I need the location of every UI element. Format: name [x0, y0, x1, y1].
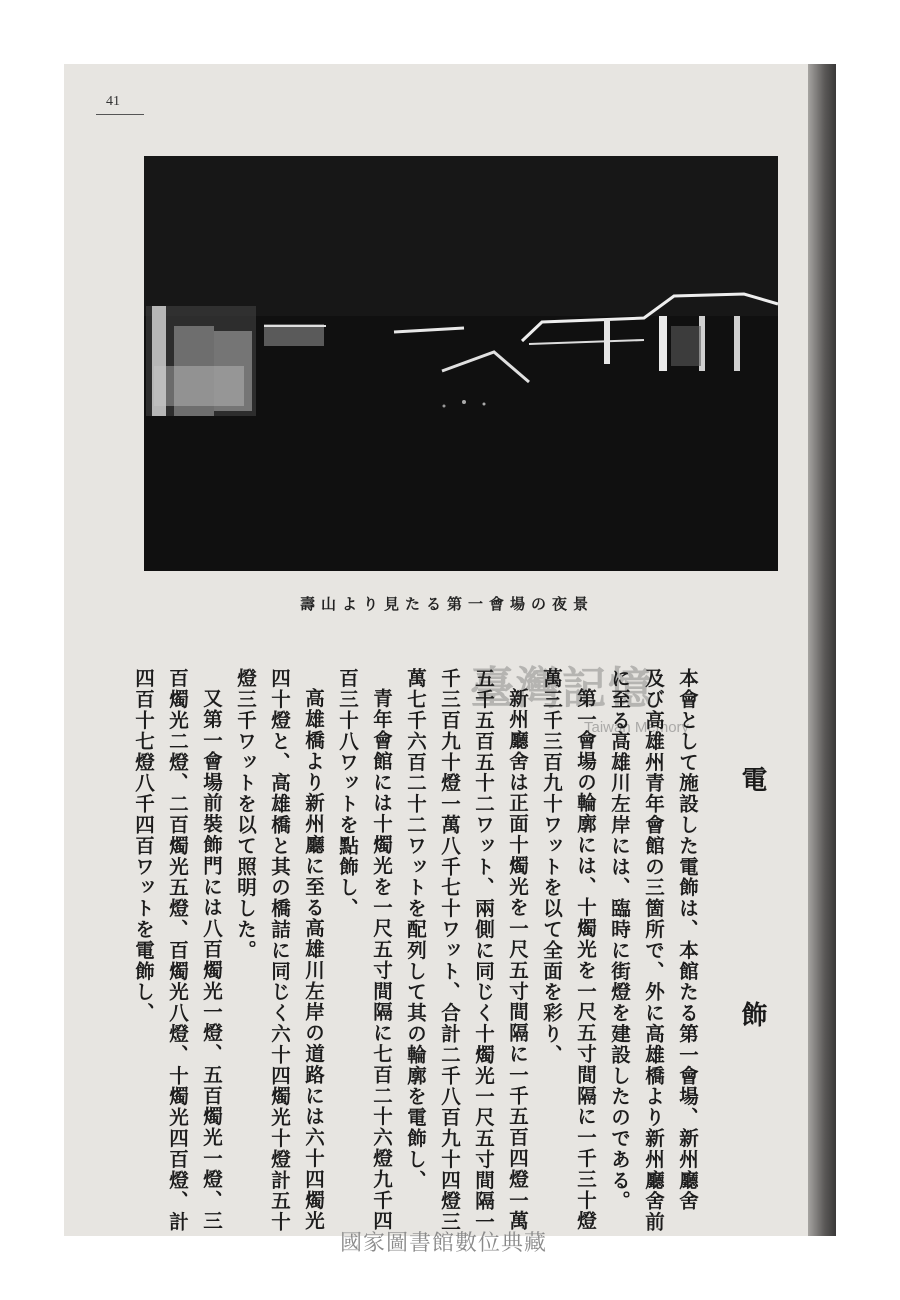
text-column: 四十燈と、高雄橋と其の橋詰に同じく六十四燭光十燈計五十 [268, 668, 291, 1233]
text-column: 萬三千三百九十ワットを以て全面を彩り、 [540, 668, 563, 1066]
night-scene-illustration [144, 156, 778, 571]
photo-caption: 壽山より見たる第一會場の夜景 [300, 595, 595, 613]
text-column: 又第一會場前裝飾門には八百燭光一燈、五百燭光一燈、三 [200, 688, 223, 1232]
text-column: 新州廳舍は正面十燭光を一尺五寸間隔に一千五百四燈一萬 [506, 688, 529, 1232]
page-edge-shadow [808, 64, 836, 1236]
text-column: に至る高雄川左岸には、臨時に街燈を建設したのである。 [608, 668, 631, 1212]
text-column: 青年會館には十燭光を一尺五寸間隔に七百二十六燈九千四 [370, 688, 393, 1232]
text-column: 萬七千六百二十二ワットを配列して其の輪廓を電飾し、 [404, 668, 427, 1191]
section-heading: 電 飾 [737, 766, 767, 1128]
page-number-rule [96, 114, 144, 115]
night-view-photo [144, 156, 778, 571]
article-body [92, 668, 704, 1233]
taiwan-memory-watermark: 臺灣記憶 [470, 663, 654, 714]
text-column: 本會として施設した電飾は、本館たる第一會場、新州廳舍 [676, 668, 699, 1212]
library-footer-watermark: 國家圖書館數位典藏 [340, 1231, 548, 1256]
text-column: 千三百九十燈一萬八千七十ワット、合計二千八百九十四燈三 [438, 668, 461, 1233]
text-column: 第一會場の輪廓には、十燭光を一尺五寸間隔に一千三十燈 [574, 688, 597, 1232]
taiwan-memory-watermark-subtitle: Taiwan Memory [584, 719, 690, 736]
text-column: 百三十八ワットを點飾し、 [336, 668, 359, 919]
page-number: 41 [106, 94, 120, 109]
text-column: 五千五百五十二ワット、兩側に同じく十燭光一尺五寸間隔一 [472, 668, 495, 1233]
text-column: 百燭光二燈、二百燭光五燈、百燭光八燈、十燭光四百燈、計 [166, 668, 189, 1233]
text-column: 高雄橋より新州廳に至る高雄川左岸の道路には六十四燭光 [302, 688, 325, 1232]
text-column: 及び高雄州青年會館の三箇所で、外に高雄橋より新州廳舍前 [642, 668, 665, 1233]
text-column: 燈三千ワットを以て照明した。 [234, 668, 257, 961]
text-column: 四百十七燈八千四百ワットを電飾し、 [132, 668, 155, 1024]
